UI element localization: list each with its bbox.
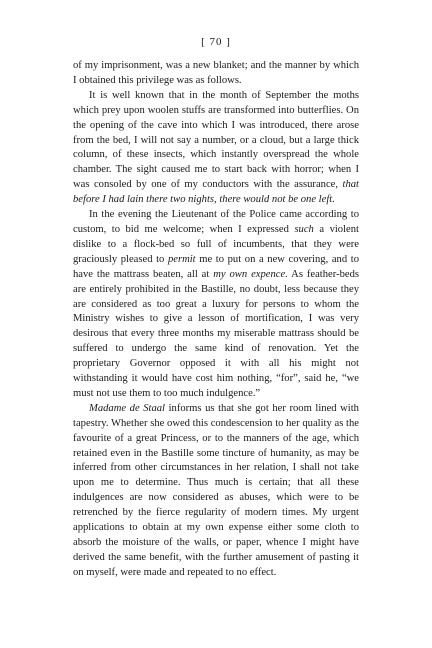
text-run: me to put on a new covering, and to have the mattrass beaten, all at <box>73 253 359 280</box>
text-run: informs us that she got her room lined with tapestry. Whether she owed this condescension to her quality as the favourite of a great Princess, or to the manners of the age, which retained even in the Bastille some tincture of humanity, as may be inferred from other circumstances in her relation, I shall not take upon me to determine. Thus much is certain; that all these indulgences are now considered as abuses, which were to be retrenched by the fierce regularity of modern times. My urgent applications to obtain at my own expense either some cloth to absorb the moisture of the walls, or paper, whence I might have derived the same benefit, with the further amusement of pasting it on myself, were made and repeated to no effect. <box>73 402 359 578</box>
text-run: of my imprisonment, was a new blanket; and the manner by which I obtained this privilege was as follows. <box>73 60 359 86</box>
paragraph <box>73 59 359 89</box>
text-run: a violent dislike to a flock-bed so full of incumbents, that they were graciously pleased to <box>73 223 359 265</box>
italic-run: such <box>294 223 314 235</box>
italic-run: my own expence. <box>213 268 288 280</box>
page-number: [ 70 ] <box>201 36 231 48</box>
paragraph <box>73 89 359 208</box>
text-run: In the evening the Lieutenant of the Police came according to custom, to bid me welcome; when I expressed <box>73 209 359 235</box>
paragraph <box>73 402 359 581</box>
body-text <box>73 59 359 581</box>
text-run: It is well known that in the month of September the moths which prey upon woolen stuffs are transformed into butterflies. On the opening of the cave into which I was introduced, there arose from the bed, I will not say a number, or a cloud, but a large thick column, of these insects, which instantly overspread the whole chamber. The sight caused me to start back with horror; when I was consoled by one of my conductors with the assurance, <box>73 89 359 191</box>
text-run: As feather-beds are entirely prohibited in the Bastille, no doubt, less because they are considered as too great a luxury for persons to whom the Ministry wishes to give a lesson of mortification, I was very desirous that every three months my miserable mattrass should be suffered to undergo the same kind of renovation. Yet the proprietary Governor opposed it with all his might not withstanding it would have cost him nothing, “for”, said he, “we must not use them to too much indulgence.” <box>73 268 359 399</box>
italic-run: permit <box>167 253 196 265</box>
italic-run: that before I had lain there two nights, there would not be one left. <box>73 179 359 206</box>
italic-run: Madame de Staal <box>89 402 165 414</box>
paragraph <box>73 208 359 402</box>
